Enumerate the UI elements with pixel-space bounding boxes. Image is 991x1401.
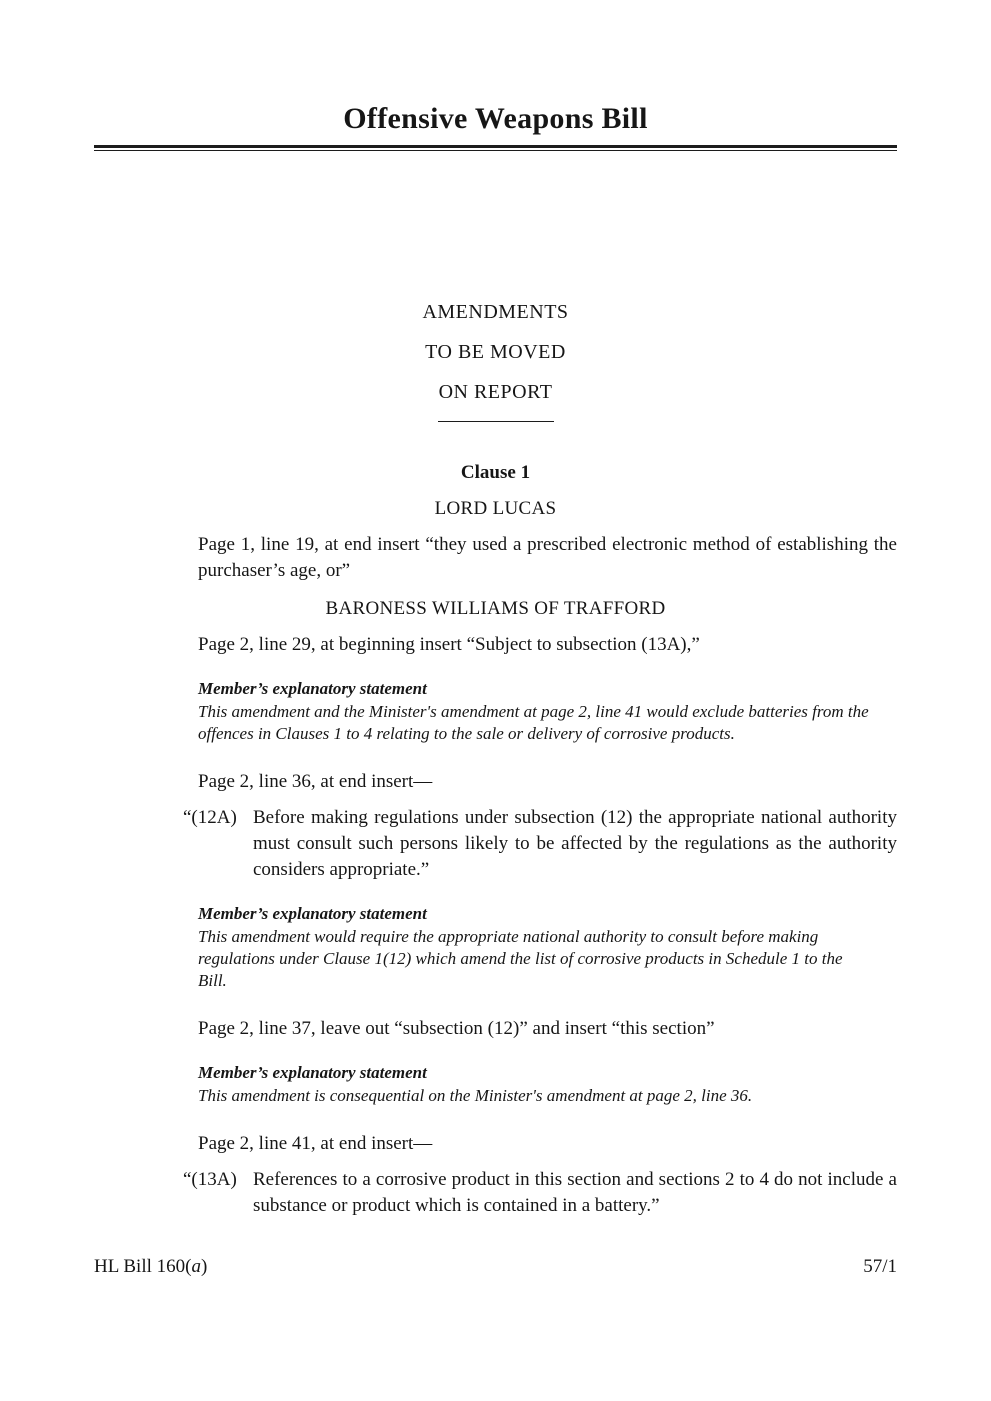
explanatory-statement-text: This amendment would require the appropriate national authority to consult before making regulations under Clause 1(12) which amend the list of corrosive products in Schedule 1 to the Bill. (198, 927, 843, 990)
footer-bill-number (94, 1256, 207, 1278)
explanatory-statement (198, 678, 874, 745)
heading-amendments: AMENDMENTS (422, 301, 569, 323)
amendment-instruction: Page 2, line 41, at end insert— (198, 1133, 433, 1154)
explanatory-statement-label: Member’s explanatory statement (198, 1063, 427, 1082)
footer-bill-number-close: ) (200, 1256, 208, 1277)
amendment-instruction: Page 2, line 29, at beginning insert “Subject to subsection (13A),” (198, 634, 700, 655)
footer-page-ref: 57/1 (863, 1256, 897, 1277)
footer-bill-number-italic: a (191, 1256, 201, 1277)
explanatory-statement-label: Member’s explanatory statement (198, 904, 427, 923)
amendment-instruction: Page 2, line 37, leave out “subsection (12)” and insert “this section” (198, 1018, 715, 1039)
subsection-label: “(13A) (183, 1169, 237, 1190)
explanatory-statement (198, 1062, 874, 1107)
amendments-heading (94, 301, 897, 404)
title-rule (94, 145, 897, 151)
subsection-text: References to a corrosive product in this section and sections 2 to 4 do not include a substance or product which is contained in a battery.” (253, 1169, 897, 1216)
page-title: Offensive Weapons Bill (343, 102, 648, 135)
explanatory-statement-text: This amendment and the Minister's amendment at page 2, line 41 would exclude batteries from the offences in Clauses 1 to 4 relating to the sale or delivery of corrosive products. (198, 702, 869, 743)
page-content (0, 102, 991, 1219)
subsection-quote (183, 1167, 897, 1219)
subsection-quote (183, 805, 897, 883)
explanatory-statement-label: Member’s explanatory statement (198, 679, 427, 698)
amendment-instruction: Page 2, line 36, at end insert— (198, 771, 433, 792)
mover-name: BARONESS WILLIAMS OF TRAFFORD (325, 598, 666, 619)
explanatory-statement (198, 903, 874, 992)
heading-to-be-moved: TO BE MOVED (425, 341, 566, 363)
section-divider (438, 421, 554, 422)
amendment-instruction: Page 1, line 19, at end insert “they used a prescribed electronic method of establishing the purchaser’s age, or” (198, 534, 897, 581)
page-footer (94, 1256, 897, 1278)
subsection-label: “(12A) (183, 807, 237, 828)
mover-name: LORD LUCAS (434, 498, 557, 519)
heading-on-report: ON REPORT (438, 381, 553, 403)
footer-bill-number-text: HL Bill 160( (94, 1256, 192, 1277)
clause-heading: Clause 1 (460, 462, 531, 483)
explanatory-statement-text: This amendment is consequential on the Minister's amendment at page 2, line 36. (198, 1086, 753, 1105)
subsection-text: Before making regulations under subsection (12) the appropriate national authority must consult such persons likely to be affected by the regulations as the authority considers appropriate.” (253, 807, 897, 880)
